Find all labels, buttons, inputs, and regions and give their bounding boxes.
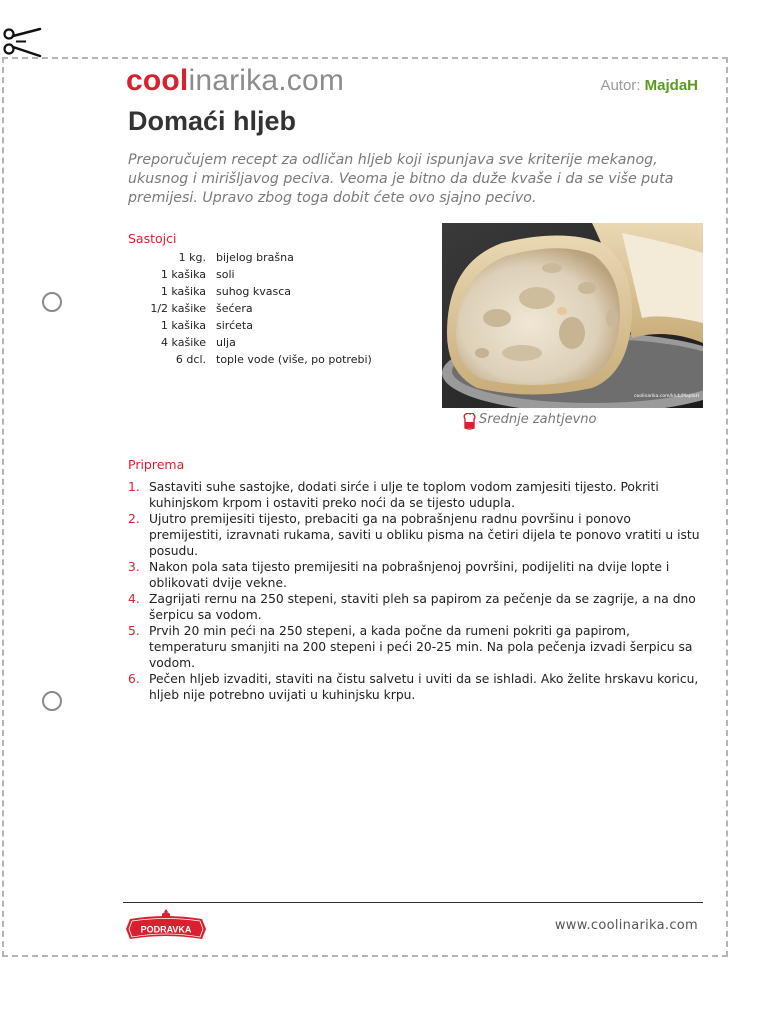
difficulty-label: Srednje zahtjevno	[479, 412, 597, 427]
photo-credit: coolinarika.com/klub/MajdaH	[633, 394, 699, 399]
preparation-step	[128, 559, 703, 591]
step-number: 4.	[128, 592, 140, 606]
preparation-steps	[128, 479, 703, 703]
step-number: 1.	[128, 480, 140, 494]
ingredient-row	[128, 302, 372, 319]
bread-photo	[442, 223, 703, 408]
step-text: Pečen hljeb izvaditi, staviti na čistu salvetu i uviti da se ishladi. Ako želite hrskavu koricu, hljeb nije potrebno uvijati u kuhinjsku krpu.	[149, 672, 699, 702]
website-link[interactable]: www.coolinarika.com	[554, 918, 698, 933]
ingredient-quantity: 1 kašika	[160, 285, 206, 298]
ingredients-heading: Sastojci	[128, 231, 177, 246]
punch-hole-top	[42, 292, 62, 312]
preparation-step	[128, 479, 703, 511]
logo-cool: cool	[126, 64, 189, 97]
step-text: Prvih 20 min peći na 250 stepeni, a kada počne da rumeni pokriti ga papirom, temperaturu smanjiti na 200 stepeni i peći 20-25 min. Na pola pečenja izvadi šerpicu sa vodom.	[149, 624, 693, 670]
step-text: Zagrijati rernu na 250 stepeni, staviti pleh sa papirom za pečenje da se zagrije, a na dno šerpicu sa vodom.	[149, 592, 696, 622]
footer-divider	[123, 902, 703, 903]
ingredient-name: šećera	[216, 302, 253, 315]
podravka-logo[interactable]	[126, 909, 206, 941]
step-number: 6.	[128, 672, 140, 686]
ingredient-quantity: 1 kašika	[160, 319, 206, 332]
recipe-title: Domaći hljeb	[128, 106, 297, 136]
ingredient-name: tople vode (više, po potrebi)	[216, 353, 372, 366]
scissors-icon	[2, 26, 42, 60]
step-number: 5.	[128, 624, 140, 638]
ingredient-row	[128, 268, 372, 285]
ingredient-name: bijelog brašna	[216, 251, 294, 264]
recipe-intro: Preporučujem recept za odličan hljeb koji ispunjava sve kriterije mekanog, ukusnog i mirišljavog peciva. Veoma je bitno da duže kvaše i da se više puta premijesi. Upravo zbog toga dobit ćete ovo sjajno pecivo.	[128, 152, 674, 206]
logo-inarika: inarika	[188, 64, 279, 97]
step-number: 3.	[128, 560, 140, 574]
logo-com: .com	[278, 64, 345, 97]
ingredient-quantity: 1 kašika	[160, 268, 206, 281]
ingredient-quantity: 6 dcl.	[175, 353, 206, 366]
ingredient-row	[128, 336, 372, 353]
preparation-step	[128, 671, 703, 703]
step-number: 2.	[128, 512, 140, 526]
ingredient-name: suhog kvasca	[216, 285, 292, 298]
bread-photo-image	[442, 223, 703, 408]
ingredient-row	[128, 353, 372, 370]
ingredient-quantity: 4 kašike	[161, 336, 206, 349]
author	[600, 77, 698, 94]
podravka-text: PODRAVKA	[140, 924, 192, 935]
ingredient-row	[128, 285, 372, 302]
author-label: Autor:	[600, 77, 641, 94]
ingredients-table	[128, 251, 372, 370]
ingredient-name: ulja	[216, 336, 236, 349]
step-text: Sastaviti suhe sastojke, dodati sirće i ulje te toplom vodom zamjesiti tijesto. Pokriti kuhinjskom krpom i ostaviti preko noći da se tijesto udupla.	[149, 480, 659, 510]
preparation-step	[128, 591, 703, 623]
ingredient-name: sirćeta	[216, 319, 253, 332]
ingredient-quantity: 1 kg.	[178, 251, 206, 264]
ingredient-name: soli	[216, 268, 235, 281]
preparation-step	[128, 511, 703, 559]
punch-hole-bottom	[42, 691, 62, 711]
step-text: Nakon pola sata tijesto premijesiti na pobrašnjenoj površini, podijeliti na dvije lopte i oblikovati dvije vekne.	[149, 560, 670, 590]
chef-hat-icon	[463, 413, 476, 430]
ingredient-row	[128, 251, 372, 268]
author-name[interactable]: MajdaH	[644, 77, 698, 94]
ingredient-row	[128, 319, 372, 336]
step-text: Ujutro premijesiti tijesto, prebaciti ga na pobrašnjenu radnu površinu i ponovo premijestiti, izravnati rukama, saviti u obliku pisma na četiri dijela te ponovo vratiti u istu posudu.	[149, 512, 700, 558]
ingredient-quantity: 1/2 kašike	[150, 302, 206, 315]
coolinarika-logo[interactable]	[126, 64, 344, 98]
preparation-heading: Priprema	[128, 457, 185, 472]
preparation-step	[128, 623, 703, 671]
